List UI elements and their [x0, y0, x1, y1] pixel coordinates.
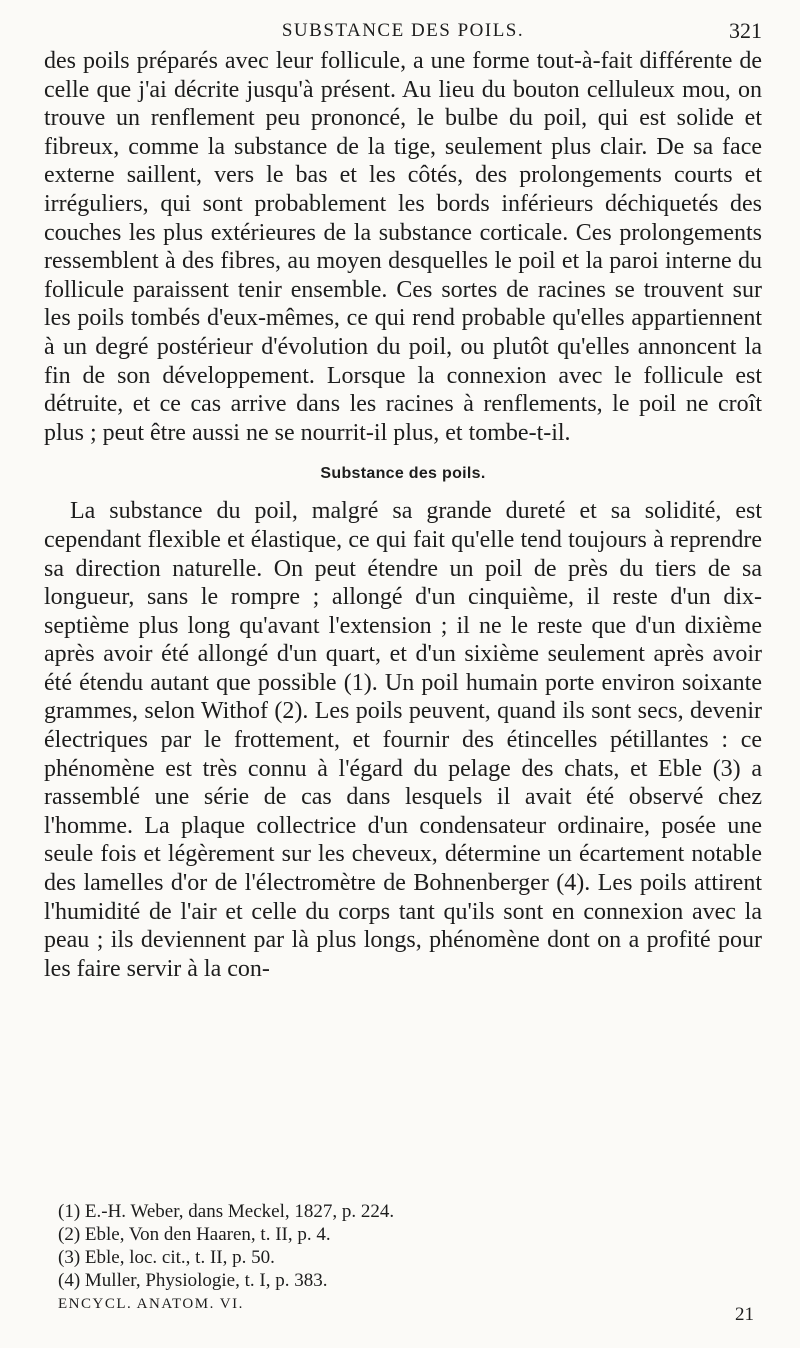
- gathering-number: 21: [735, 1304, 754, 1325]
- page-footer: [58, 1296, 762, 1326]
- section-heading: Substance des poils.: [320, 465, 486, 483]
- signature-mark: ENCYCL. ANATOM. VI.: [58, 1296, 244, 1312]
- footnote: (4) Muller, Physiologie, t. I, p. 383.: [58, 1270, 328, 1291]
- page-number: 321: [729, 18, 762, 43]
- paragraph-hair-substance: La substance du poil, malgré sa grande dureté et sa solidité, est cependant flexible et élastique, ce qui fait qu'elle tend toujours à reprendre sa direction naturelle. On peut étendre un poil de près du tiers de sa longueur, sans le rompre ; allongé d'un cinquième, il reste d'un dix-septième plus long qu'avant l'extension ; il ne le reste que d'un dixième après avoir été allongé d'un quart, et d'un sixième seulement après avoir été étendu autant que possible (1). Un poil humain porte environ soixante grammes, selon Withof (2). Les poils peuvent, quand ils sont secs, devenir électriques par le frottement, et fournir des étincelles pétillantes : ce phénomène est très connu à l'égard du pelage des chats, et Eble (3) a rassemblé une série de cas dans lesquels il avait été observé chez l'homme. La plaque collectrice d'un condensateur ordinaire, posée une seule fois et légèrement sur les cheveux, détermine un écartement notable des lamelles d'or de l'électromètre de Bohnenberger (4). Les poils attirent l'humidité de l'air et celle du corps tant qu'ils sont en connexion avec la peau ; ils deviennent par là plus longs, phénomène dont on a profité pour les faire servir à la con-: [44, 498, 762, 982]
- running-title: SUBSTANCE DES POILS.: [281, 20, 525, 41]
- paragraph-hair-roots: des poils préparés avec leur follicule, a une forme tout-à-fait différente de celle que j'ai décrite jusqu'à présent. Au lieu du bouton celluleux mou, on trouve un renflement peu prononcé, le bulbe du poil, qui est solide et fibreux, comme la substance de la tige, seulement plus clair. De sa face externe saillent, vers le bas et les côtés, des prolongements courts et irréguliers, qui sont probablement les bords inférieurs déchiquetés des couches les plus extérieures de la substance corticale. Ces prolongements ressemblent à des fibres, au moyen desquelles le poil et la paroi interne du follicule paraissent tenir ensemble. Ces sortes de racines se trouvent sur les poils tombés d'eux-mêmes, ce qui rend probable qu'elles appartiennent à un degré postérieur d'évolution du poil, ou plutôt qu'elles annoncent la fin de son développement. Lorsque la connexion avec le follicule est détruite, et ce cas arrive dans les racines à renflements, le poil ne croît plus ; peut être aussi ne se nourrit-il plus, et tombe-t-il.: [44, 48, 762, 446]
- body-text: [44, 47, 762, 983]
- footnote: (1) E.-H. Weber, dans Meckel, 1827, p. 224.: [58, 1201, 395, 1222]
- footnote: (3) Eble, loc. cit., t. II, p. 50.: [58, 1247, 275, 1268]
- footnote: (2) Eble, Von den Haaren, t. II, p. 4.: [58, 1224, 331, 1245]
- running-head: [44, 10, 762, 50]
- footnotes: [58, 1200, 762, 1292]
